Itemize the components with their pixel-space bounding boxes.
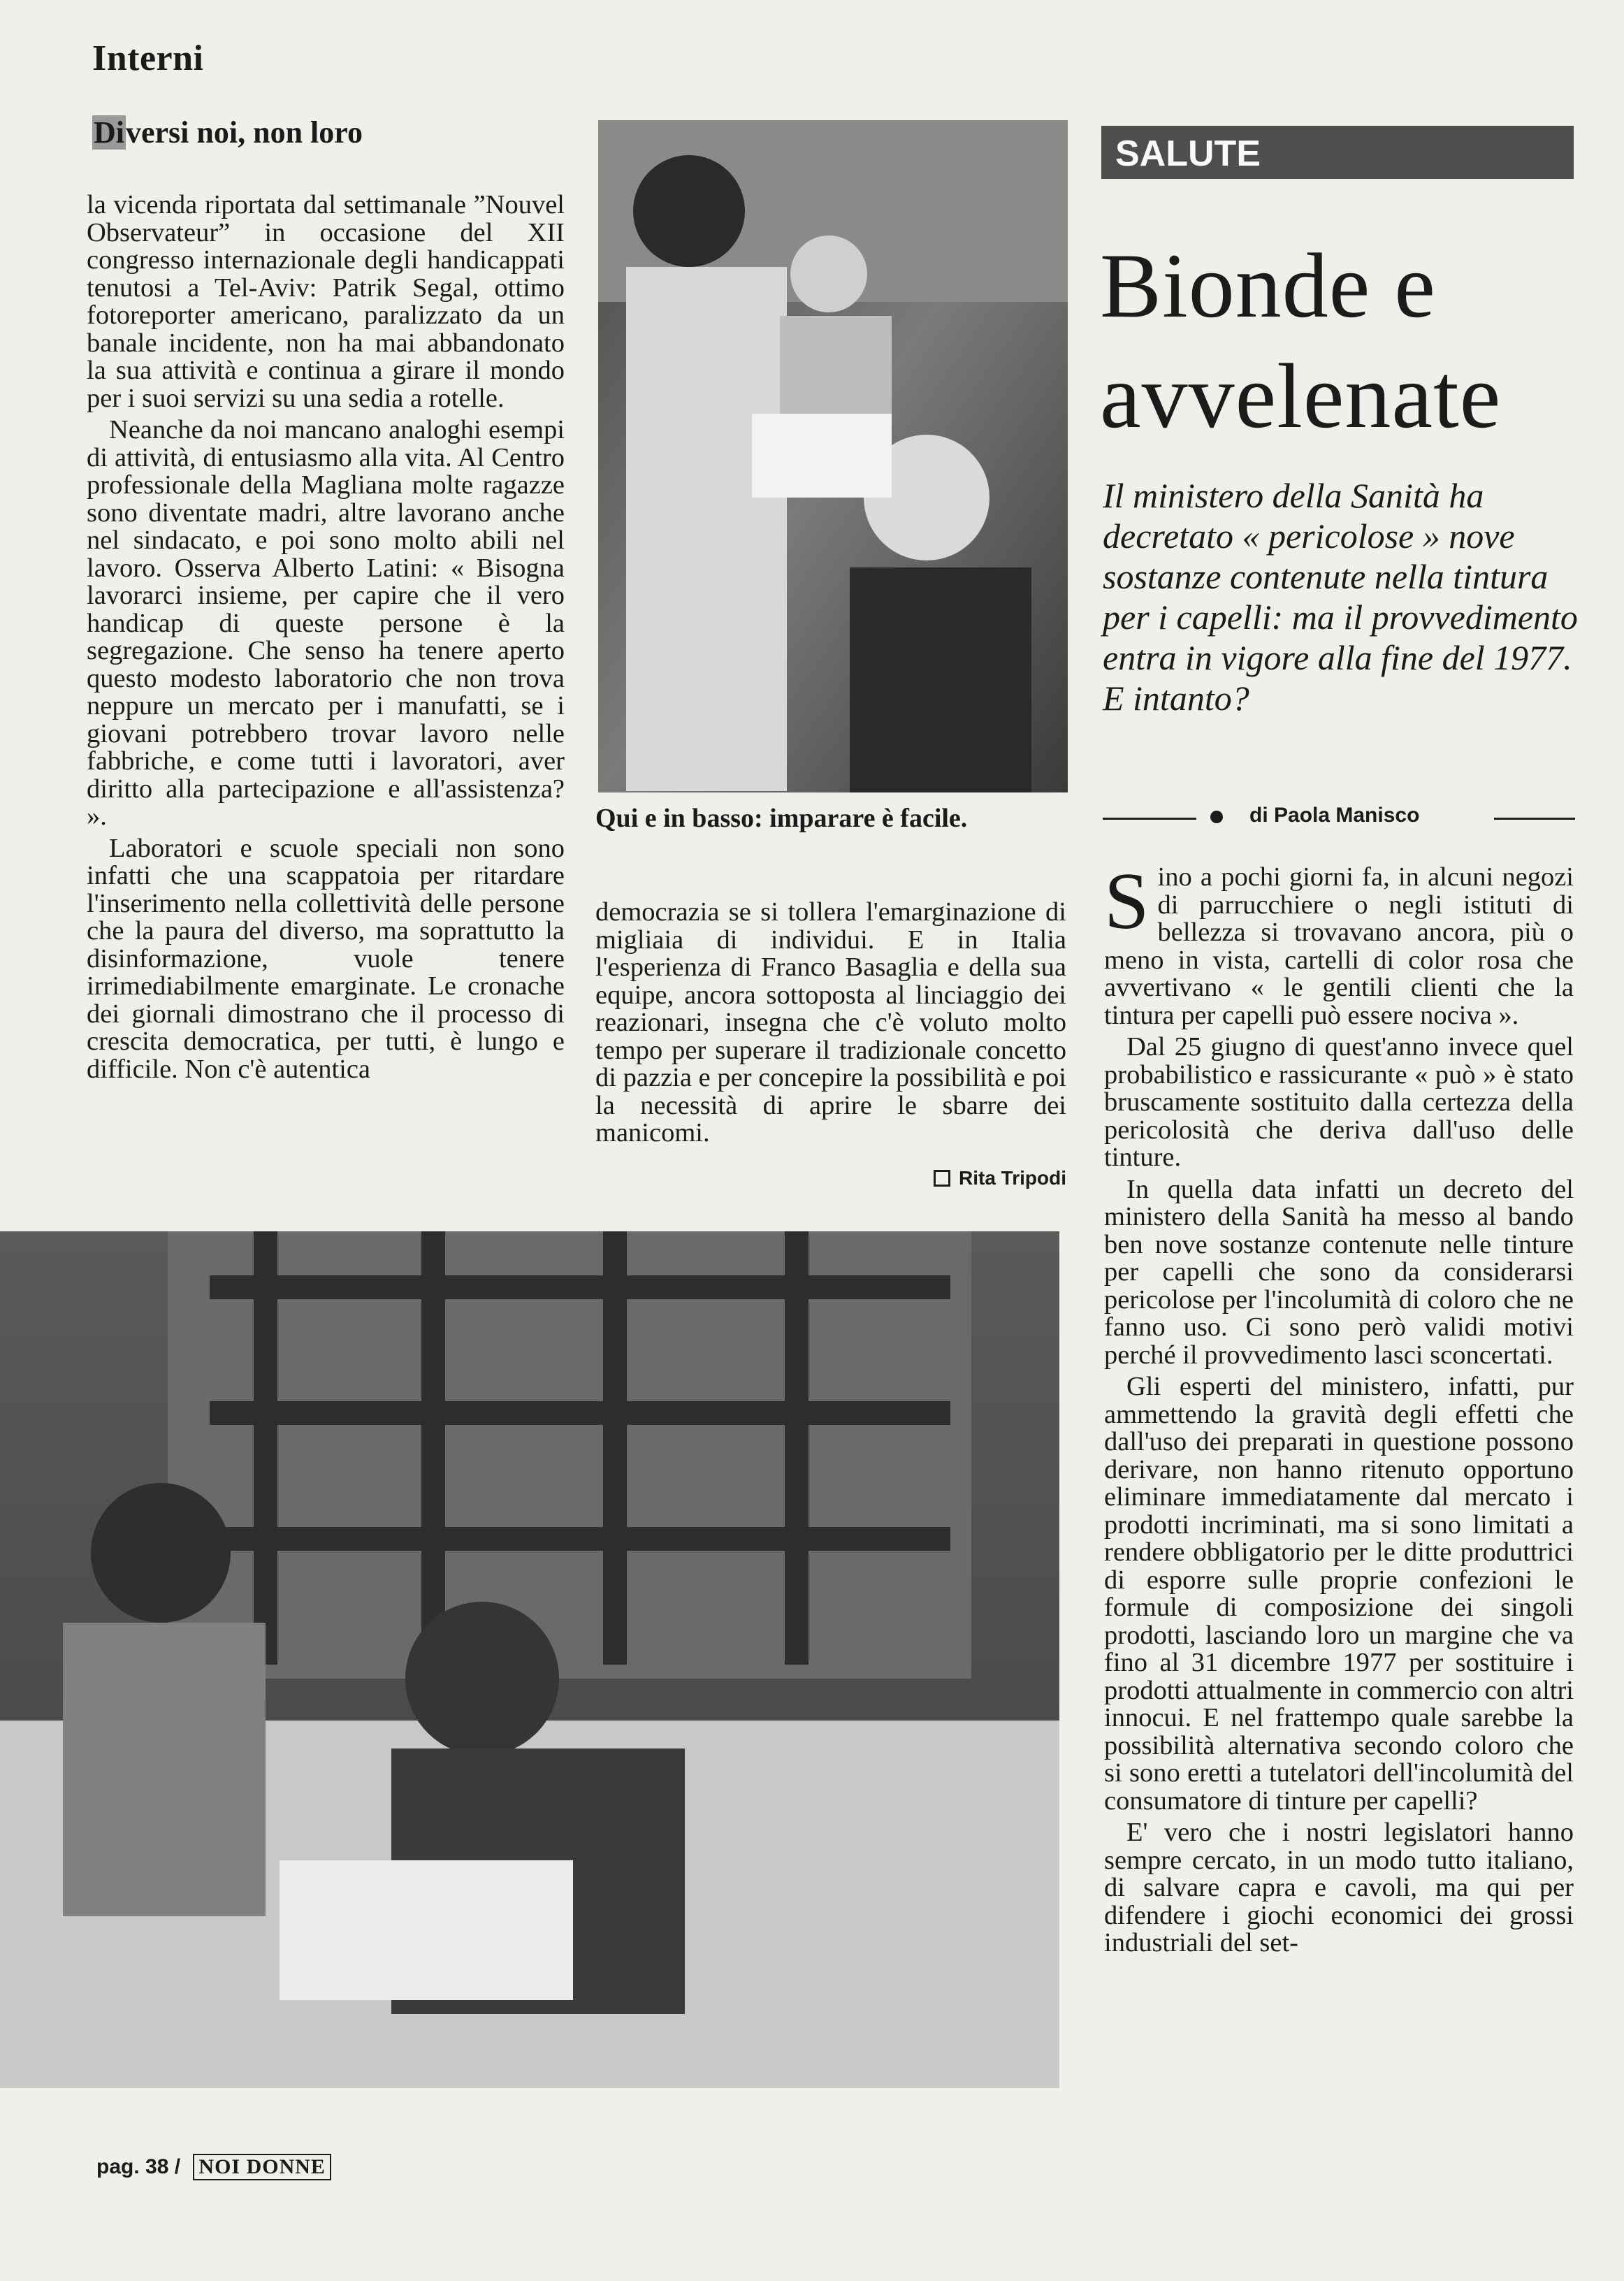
paragraph: Laboratori e scuole speciali non sono infatti che una scappatoia per ritardare l'inserimento nella collettività delle persone che la paura del diverso, ma soprattutto la disinformazione, vuole tenere irrimediabilmente emarginate. Le cronache dei giornali dimostrano che il processo di crescita democratica, per tutti, è lungo e difficile. Non c'è autentica (87, 833, 565, 1084)
square-bullet-icon (934, 1170, 950, 1187)
first-paragraph-text: ino a pochi giorni fa, in alcuni negozi di parrucchiere o negli istituti di bellezza si trovavano ancora, più o meno in vista, cartelli di color rosa che avvertivano « le gentili clienti che la tintura per capelli può essere nociva ». (1104, 862, 1574, 1030)
headline-line-2: avvelenate (1100, 345, 1502, 447)
photo-children-drawing (0, 1231, 1059, 2088)
paragraph: democrazia se si tollera l'emarginazione di migliaia di individui. E in Italia l'esperienza di Franco Basaglia e della sua equipe, ancora sottoposta al linciaggio dei reazionari, insegna che c'è voluto molto tempo per superare il tradizionale concetto di pazzia e per concepire la possibilità e poi la necessità di aprire le sbarre dei manicomi. (595, 897, 1066, 1147)
footer-separator: / (174, 2155, 181, 2178)
article-column-1 (87, 191, 565, 1087)
author-name: Rita Tripodi (959, 1167, 1066, 1189)
paragraph: Gli esperti del ministero, infatti, pur ammettendo la gravità degli effetti che dall'uso dei preparati in questione possono derivare, non hanno ritenuto opportuno eliminare immediatamente dal mercato i prodotti incriminati, ma si sono limitati a rendere obbligatorio per le ditte produttrici di esporre sulle proprie confezioni le formule di composizione dei singoli prodotti, lasciando loro un margine che va fino al 31 dicembre 1977 per sostituire i prodotti attualmente in commercio con altri innocui. E nel frattempo quale sarebbe la possibilità alternativa secondo coloro che si sono eretti a tutelatori dell'incolumità del consumatore di tinture per capelli? (1104, 1372, 1574, 1816)
paragraph: Neanche da noi mancano analoghi esempi di attività, di entusiasmo alla vita. Al Centro professionale della Magliana molte ragazze sono diventate madri, altre lavorano anche nel sindacato, e poi sono molto abili nel lavoro. Osserva Alberto Latini: « Bisogna lavorarci insieme, per capire che il vero handicap di queste persone è la segregazione. Che senso ha tenere aperto questo modesto laboratorio che non trova neppure un mercato per i manufatti, se i giovani potrebbero trovar lavoro nelle fabbriche, e come tutti i lavoratori, aver diritto alla partecipazione e all'assistenza? ». (87, 415, 565, 831)
kicker-text: versi noi, non loro (126, 115, 363, 150)
photo-workshop-image (598, 120, 1068, 792)
paragraph: la vicenda riportata dal settimanale ”Nouvel Observateur” in occasione del XII congresso internazionale degli handicappati tenutosi a Tel-Aviv: Patrik Segal, ottimo fotoreporter americano, paralizzato da un banale incidente, non ha mai abbandonato la sua attività e continua a girare il mondo per i suoi servizi su una sedia a rotelle. (87, 190, 565, 413)
headline (1100, 231, 1582, 451)
byline-text: di Paola Manisco (1249, 804, 1420, 827)
paragraph: In quella data infatti un decreto del ministero della Sanità ha messo al bando ben nove sostanze contenute nelle tinture per capelli che sono da considerarsi pericolose per l'incolumità di coloro che ne fanno uso. Ci sono però validi motivi perché il provvedimento lasci sconcertati. (1104, 1174, 1574, 1370)
section-label: Interni (92, 38, 204, 78)
page-footer (96, 2154, 331, 2180)
byline-rule-left (1103, 818, 1196, 820)
headline-line-1: Bionde e (1100, 234, 1436, 337)
magazine-logo: NOI DONNE (193, 2154, 331, 2180)
paragraph: Dal 25 giugno di quest'anno invece quel probabilistico e rassicurante « può » è stato bruscamente sostituito dalla certezza della pericolosità che deriva dall'uso delle tinture. (1104, 1032, 1574, 1172)
section-bar (1101, 126, 1574, 179)
first-paragraph (1104, 857, 1574, 1030)
photo-workshop (598, 120, 1068, 792)
byline-rule-right (1494, 818, 1575, 820)
section-kicker (92, 115, 363, 150)
drop-cap: S (1104, 857, 1150, 946)
section-bar-label: SALUTE (1115, 133, 1261, 174)
byline (1103, 804, 1575, 832)
page-number: pag. 38 (96, 2155, 169, 2178)
author-signature (901, 1167, 1066, 1189)
photo-children-image (0, 1231, 1059, 2088)
photo-caption: Qui e in basso: imparare è facile. (595, 804, 968, 833)
paragraph: E' vero che i nostri legislatori hanno sempre cercato, in un modo tutto italiano, di salvare capra e cavoli, ma qui per difendere i giochi economici dei grossi industriali del set- (1104, 1818, 1574, 1957)
bullet-icon (1210, 811, 1223, 823)
article-column-2 (595, 899, 1066, 1152)
article-deck: Il ministero della Sanità ha decretato « pericolose » nove sostanze contenute nella tintura per i capelli: ma il provvedimento entra in vigore alla fine del 1977. E intanto? (1103, 476, 1578, 718)
kicker-highlight: Di (94, 115, 124, 150)
article-column-3 (1104, 857, 1574, 1962)
